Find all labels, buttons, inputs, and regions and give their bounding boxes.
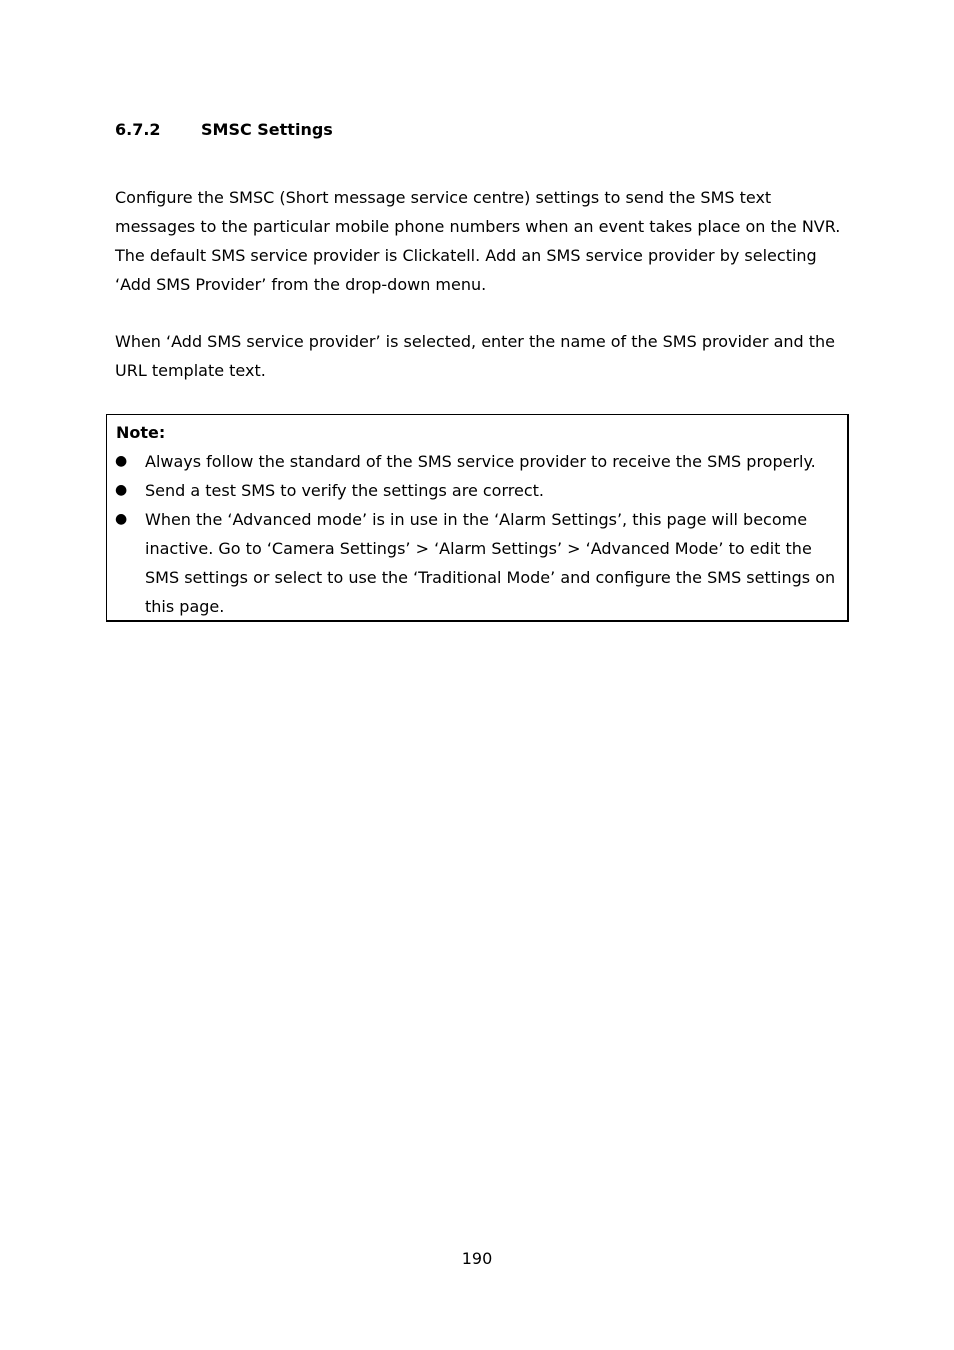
- note-item: [107, 447, 847, 476]
- section-title: SMSC Settings: [201, 120, 333, 139]
- note-item-text: Always follow the standard of the SMS service provider to receive the SMS properly.: [145, 452, 816, 471]
- note-list: [107, 447, 847, 621]
- section-number: 6.7.2: [115, 120, 161, 139]
- note-item-text: Send a test SMS to verify the settings are correct.: [145, 481, 544, 500]
- note-item: [107, 476, 847, 505]
- note-item-text: When the ‘Advanced mode’ is in use in the ‘Alarm Settings’, this page will become inactive. Go to ‘Camera Settings’ > ‘Alarm Settings’ > ‘Advanced Mode’ to edit the SMS settings or select to use the ‘Traditional Mode’ and configure the SMS settings on this page.: [145, 510, 836, 616]
- intro-paragraph: Configure the SMSC (Short message service centre) settings to send the SMS text messages to the particular mobile phone numbers when an event takes place on the NVR. The default SMS service provider is Clickatell. Add an SMS service provider by selecting ‘Add SMS Provider’ from the drop-down menu.: [115, 188, 841, 294]
- bullet-icon: ●: [115, 511, 128, 527]
- page-number: 190: [461, 1249, 493, 1268]
- section-heading: [115, 120, 333, 139]
- note-box: [106, 414, 849, 622]
- bullet-icon: ●: [115, 453, 128, 469]
- note-item: [107, 505, 847, 621]
- add-provider-paragraph: When ‘Add SMS service provider’ is selected, enter the name of the SMS provider and the URL template text.: [115, 332, 836, 380]
- note-title: Note:: [116, 423, 166, 442]
- bullet-icon: ●: [115, 482, 128, 498]
